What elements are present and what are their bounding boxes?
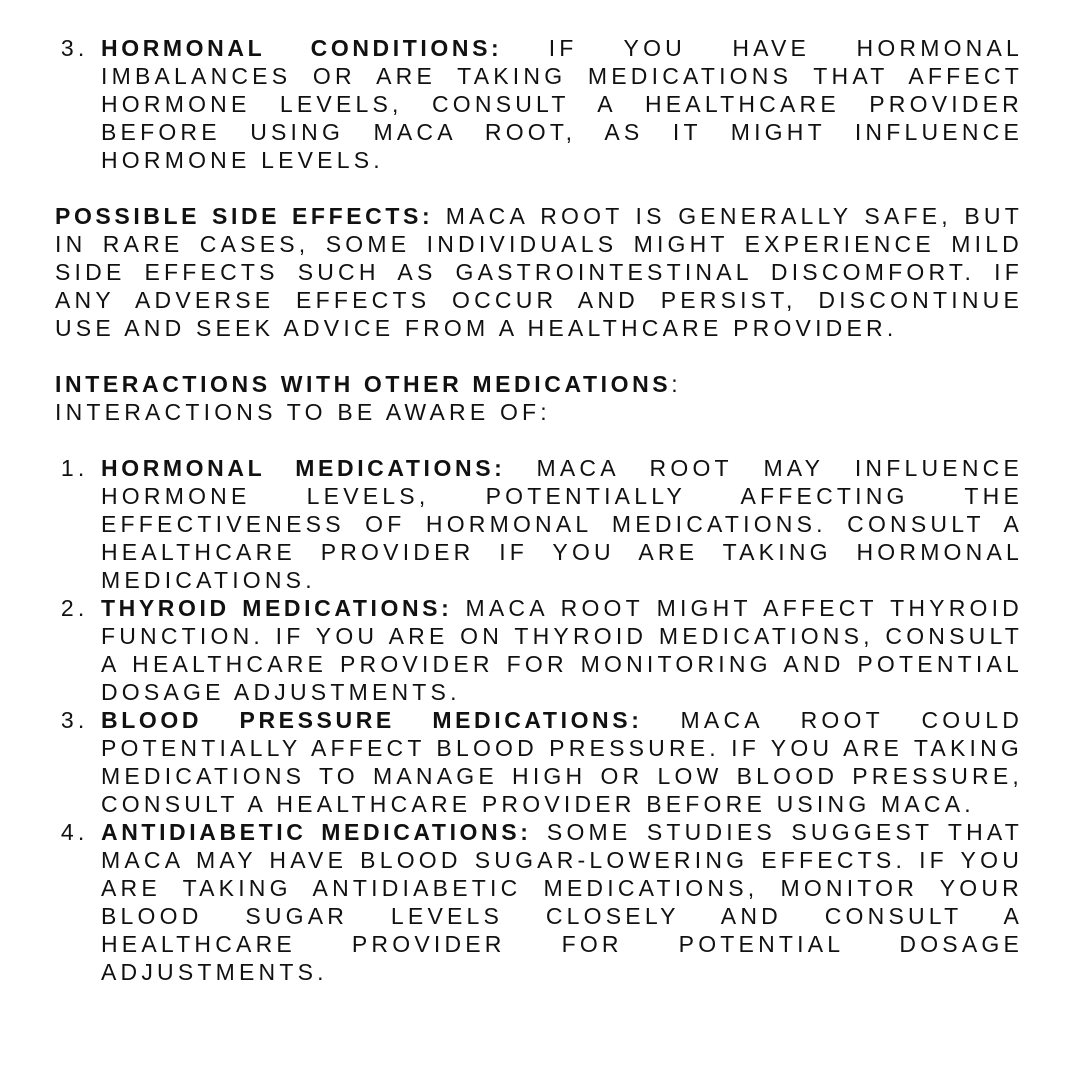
item-label: HORMONAL MEDICATIONS:	[101, 455, 506, 481]
interactions-intro: INTERACTIONS TO BE AWARE OF:	[55, 399, 551, 425]
list-item-thyroid-medications	[99, 594, 1023, 706]
item-label: ANTIDIABETIC MEDICATIONS:	[101, 819, 532, 845]
item-label: BLOOD PRESSURE MEDICATIONS:	[101, 707, 643, 733]
document-page	[55, 34, 1023, 986]
list-item-hormonal-conditions	[99, 34, 1023, 174]
list-item-blood-pressure-medications	[99, 706, 1023, 818]
item-text: MACA ROOT MAY INFLUENCE HORMONE LEVELS, POTENTIALLY AFFECTING THE EFFECTIVENESS OF HORMONAL MEDICATIONS. CONSULT A HEALTHCARE PROVIDER IF YOU ARE TAKING HORMONAL MEDICATIONS.	[101, 455, 1023, 593]
interactions-heading-colon: :	[671, 371, 682, 397]
list-item-hormonal-medications	[99, 454, 1023, 594]
item-text: MACA ROOT COULD POTENTIALLY AFFECT BLOOD PRESSURE. IF YOU ARE TAKING MEDICATIONS TO MANAGE HIGH OR LOW BLOOD PRESSURE, CONSULT A HEALTHCARE PROVIDER BEFORE USING MACA.	[101, 707, 1024, 817]
interactions-heading: INTERACTIONS WITH OTHER MEDICATIONS	[55, 371, 672, 397]
side-effects-text: MACA ROOT IS GENERALLY SAFE, BUT IN RARE CASES, SOME INDIVIDUALS MIGHT EXPERIENCE MILD SIDE EFFECTS SUCH AS GASTROINTESTINAL DISCOMFORT. IF ANY ADVERSE EFFECTS OCCUR AND PERSIST, DISCONTINUE USE AND SEEK ADVICE FROM A HEALTHCARE PROVIDER.	[55, 203, 1023, 341]
list-item-antidiabetic-medications	[99, 818, 1023, 986]
interactions-list	[55, 454, 1023, 986]
item-text: MACA ROOT MIGHT AFFECT THYROID FUNCTION. IF YOU ARE ON THYROID MEDICATIONS, CONSULT A HEALTHCARE PROVIDER FOR MONITORING AND POTENTIAL DOSAGE ADJUSTMENTS.	[101, 595, 1023, 705]
item-text: SOME STUDIES SUGGEST THAT MACA MAY HAVE BLOOD SUGAR-LOWERING EFFECTS. IF YOU ARE TAKING ANTIDIABETIC MEDICATIONS, MONITOR YOUR BLOOD SUGAR LEVELS CLOSELY AND CONSULT A HEALTHCARE PROVIDER FOR POTENTIAL DOSAGE ADJUSTMENTS.	[101, 819, 1023, 985]
item-text: IF YOU HAVE HORMONAL IMBALANCES OR ARE TAKING MEDICATIONS THAT AFFECT HORMONE LEVELS, CONSULT A HEALTHCARE PROVIDER BEFORE USING MACA ROOT, AS IT MIGHT INFLUENCE HORMONE LEVELS.	[101, 35, 1024, 173]
side-effects-paragraph	[55, 202, 1023, 342]
interactions-heading-paragraph	[55, 370, 1023, 426]
item-label: THYROID MEDICATIONS:	[101, 595, 453, 621]
hormonal-conditions-list	[55, 34, 1023, 174]
side-effects-label: POSSIBLE SIDE EFFECTS:	[55, 203, 434, 229]
item-label: HORMONAL CONDITIONS:	[101, 35, 503, 61]
